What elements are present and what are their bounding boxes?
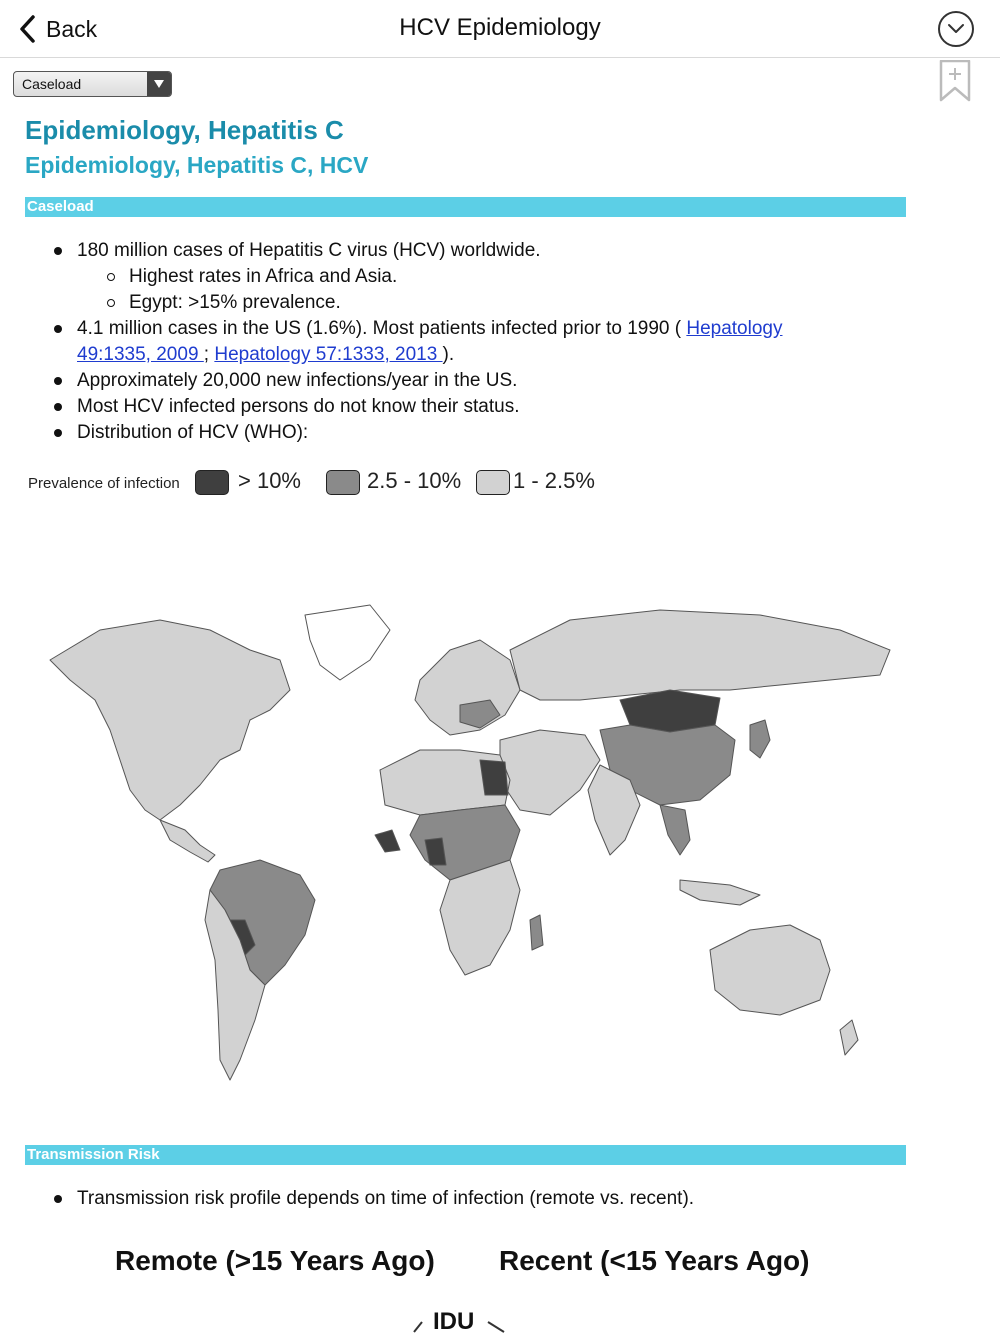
dropdown-arrow-icon [147, 72, 171, 96]
legend-value-mid: 2.5 - 10% [367, 468, 462, 493]
map-region-egypt [480, 760, 508, 795]
recent-heading: Recent (<15 Years Ago) [499, 1245, 810, 1276]
legend-value-high: > 10% [238, 468, 301, 493]
bookmark-add-icon[interactable] [937, 60, 973, 102]
chevron-down-icon [947, 23, 965, 35]
options-button[interactable] [938, 11, 974, 47]
section-header-caseload: Caseload [25, 197, 906, 217]
list-item: Highest rates in Africa and Asia. [129, 264, 397, 290]
article-title: Epidemiology, Hepatitis C [25, 115, 344, 145]
idu-label: IDU [433, 1308, 475, 1334]
legend-swatch-mid [326, 470, 360, 495]
list-item: Most HCV infected persons do not know their status. [77, 394, 520, 420]
nav-bar [0, 0, 1000, 58]
map-region-japan [750, 720, 770, 758]
list-item [77, 316, 877, 368]
article-subtitle: Epidemiology, Hepatitis C, HCV [25, 152, 369, 178]
list-item: Egypt: >15% prevalence. [129, 290, 341, 316]
section-dropdown-value: Caseload [22, 76, 82, 92]
legend-value-low: 1 - 2.5% [513, 468, 595, 493]
map-region-greenland [305, 605, 390, 680]
section-header-transmission: Transmission Risk [25, 1145, 906, 1165]
map-region-west-africa-high [375, 830, 400, 852]
map-region-madagascar [530, 915, 543, 950]
link-text: 49:1335, 2009 [77, 344, 204, 365]
map-region-north-america [50, 620, 290, 820]
map-region-indonesia [680, 880, 760, 905]
section-dropdown[interactable] [13, 71, 172, 97]
hcv-world-map [40, 590, 900, 1090]
back-label: Back [46, 15, 98, 42]
link-text: Hepatology [686, 318, 783, 339]
map-region-central-america [160, 820, 215, 862]
map-region-australia [710, 925, 830, 1015]
list-item-text: 4.1 million cases in the US (1.6%). Most patients infected prior to 1990 ( [77, 318, 687, 339]
hepatology-2013-link[interactable]: Hepatology 57:1333, 2013 [214, 344, 443, 365]
map-region-russia [510, 610, 890, 700]
legend-swatch-low [476, 470, 510, 495]
list-item-text: ). [442, 344, 455, 365]
page-title: HCV Epidemiology [399, 14, 601, 41]
map-region-se-asia [660, 805, 690, 855]
legend-swatch-high [195, 470, 229, 495]
remote-heading: Remote (>15 Years Ago) [115, 1245, 435, 1276]
list-item-text: ; [203, 344, 215, 365]
list-item: Approximately 20,000 new infections/year in the US. [77, 368, 517, 394]
legend-label: Prevalence of infection [28, 475, 180, 492]
list-item: Transmission risk profile depends on time of infection (remote vs. recent). [77, 1186, 694, 1212]
map-region-middle-east [500, 730, 600, 815]
list-item: 180 million cases of Hepatitis C virus (HCV) worldwide. [77, 238, 541, 264]
map-region-new-zealand [840, 1020, 858, 1055]
list-item: Distribution of HCV (WHO): [77, 420, 308, 446]
